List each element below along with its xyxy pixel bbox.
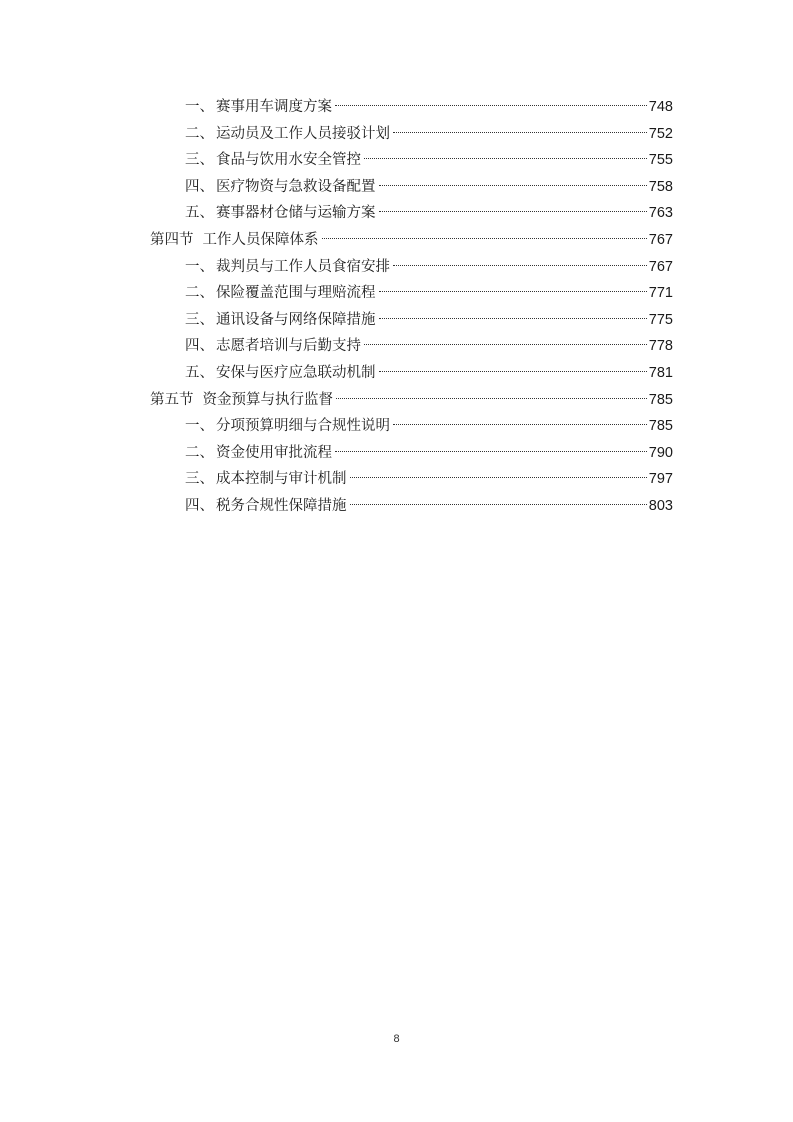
toc-dot-leader [350, 504, 647, 505]
toc-entry-number: 三、 [185, 152, 214, 169]
toc-subsection-row[interactable] [150, 174, 673, 201]
toc-dot-leader [335, 105, 647, 106]
toc-entry-page: 752 [648, 125, 673, 142]
toc-dot-leader [322, 238, 647, 239]
toc-entry-page: 767 [648, 258, 673, 275]
toc-subsection-row[interactable] [150, 94, 673, 121]
toc-entry-title: 税务合规性保障措施 [216, 497, 347, 514]
toc-entry-page: 763 [648, 205, 673, 222]
toc-dot-leader [350, 477, 647, 478]
toc-entry-number: 一、 [185, 99, 214, 115]
toc-entry-title: 赛事器材仓储与运输方案 [216, 205, 376, 222]
toc-entry-number: 三、 [185, 311, 214, 328]
toc-dot-leader [379, 185, 647, 186]
toc-entry-number: 二、 [185, 285, 214, 302]
toc-entry-title: 安保与医疗应急联动机制 [216, 364, 376, 381]
toc-entry-title: 成本控制与审计机制 [216, 471, 347, 488]
toc-subsection-row[interactable] [150, 333, 673, 360]
toc-entry-number: 二、 [185, 444, 214, 461]
toc-entry-page: 785 [648, 418, 673, 435]
toc-subsection-row[interactable] [150, 360, 673, 387]
toc-dot-leader [379, 318, 647, 319]
toc-subsection-row[interactable] [150, 147, 673, 174]
toc-section-row[interactable] [150, 387, 673, 414]
toc-subsection-row[interactable] [150, 280, 673, 307]
toc-entry-label [185, 360, 376, 387]
toc-entry-number: 第四节 [150, 231, 194, 248]
toc-entry-page: 781 [648, 364, 673, 381]
toc-entry-page: 778 [648, 338, 673, 355]
toc-entry-title: 志愿者培训与后勤支持 [216, 338, 361, 355]
toc-entry-number: 四、 [185, 178, 214, 195]
toc-dot-leader [335, 451, 647, 452]
toc-entry-page: 771 [648, 285, 673, 302]
toc-entry-page: 758 [648, 178, 673, 195]
toc-subsection-row[interactable] [150, 254, 673, 281]
toc-entry-page: 775 [648, 311, 673, 328]
toc-entry-label [185, 121, 390, 148]
toc-entry-label [185, 254, 390, 281]
toc-dot-leader [379, 211, 647, 212]
toc-entry-label [185, 94, 332, 121]
toc-entry-number: 三、 [185, 471, 214, 488]
toc-entry-title: 运动员及工作人员接驳计划 [216, 125, 390, 142]
toc-dot-leader [336, 398, 647, 399]
toc-entry-title: 食品与饮用水安全管控 [216, 152, 361, 169]
toc-entry-label [185, 174, 376, 201]
toc-entry-label [185, 280, 376, 307]
toc-entry-title: 医疗物资与急救设备配置 [216, 178, 376, 195]
toc-entry-label [185, 440, 332, 467]
toc-entry-label [185, 200, 376, 227]
toc-entry-label [185, 413, 390, 440]
toc-entry-number: 四、 [185, 497, 214, 514]
table-of-contents [150, 94, 673, 520]
toc-entry-label [185, 333, 361, 360]
toc-entry-page: 767 [648, 231, 673, 248]
toc-entry-title: 资金使用审批流程 [216, 444, 332, 461]
toc-entry-label [150, 387, 333, 414]
toc-entry-number: 二、 [185, 125, 214, 142]
toc-entry-page: 755 [648, 152, 673, 169]
toc-entry-title: 工作人员保障体系 [202, 231, 319, 248]
toc-subsection-row[interactable] [150, 200, 673, 227]
toc-entry-title: 分项预算明细与合规性说明 [216, 418, 390, 435]
toc-entry-label [150, 227, 319, 254]
toc-entry-number: 五、 [185, 205, 214, 222]
toc-entry-label [185, 493, 347, 520]
toc-subsection-row[interactable] [150, 307, 673, 334]
page-number: 8 [393, 1033, 400, 1045]
toc-section-row[interactable] [150, 227, 673, 254]
toc-entry-number: 第五节 [150, 391, 194, 408]
toc-dot-leader [364, 344, 647, 345]
toc-subsection-row[interactable] [150, 121, 673, 148]
toc-dot-leader [393, 132, 647, 133]
toc-entry-page: 748 [648, 99, 673, 115]
toc-entry-title: 裁判员与工作人员食宿安排 [216, 258, 390, 275]
toc-entry-label [185, 466, 347, 493]
toc-entry-title: 资金预算与执行监督 [202, 391, 333, 408]
toc-entry-number: 四、 [185, 338, 214, 355]
toc-entry-page: 790 [648, 444, 673, 461]
toc-entry-label [185, 307, 376, 334]
toc-subsection-row[interactable] [150, 440, 673, 467]
toc-entry-title: 通讯设备与网络保障措施 [216, 311, 376, 328]
toc-entry-label [185, 147, 361, 174]
toc-entry-number: 五、 [185, 364, 214, 381]
toc-subsection-row[interactable] [150, 413, 673, 440]
toc-dot-leader [364, 158, 647, 159]
toc-entry-page: 803 [648, 497, 673, 514]
toc-entry-title: 赛事用车调度方案 [216, 99, 332, 115]
toc-entry-title: 保险覆盖范围与理赔流程 [216, 285, 376, 302]
toc-entry-page: 797 [648, 471, 673, 488]
toc-dot-leader [393, 265, 647, 266]
toc-dot-leader [379, 291, 647, 292]
toc-entry-number: 一、 [185, 258, 214, 275]
toc-subsection-row[interactable] [150, 466, 673, 493]
toc-entry-number: 一、 [185, 418, 214, 435]
toc-subsection-row[interactable] [150, 493, 673, 520]
toc-entry-page: 785 [648, 391, 673, 408]
toc-dot-leader [393, 424, 647, 425]
toc-dot-leader [379, 371, 647, 372]
